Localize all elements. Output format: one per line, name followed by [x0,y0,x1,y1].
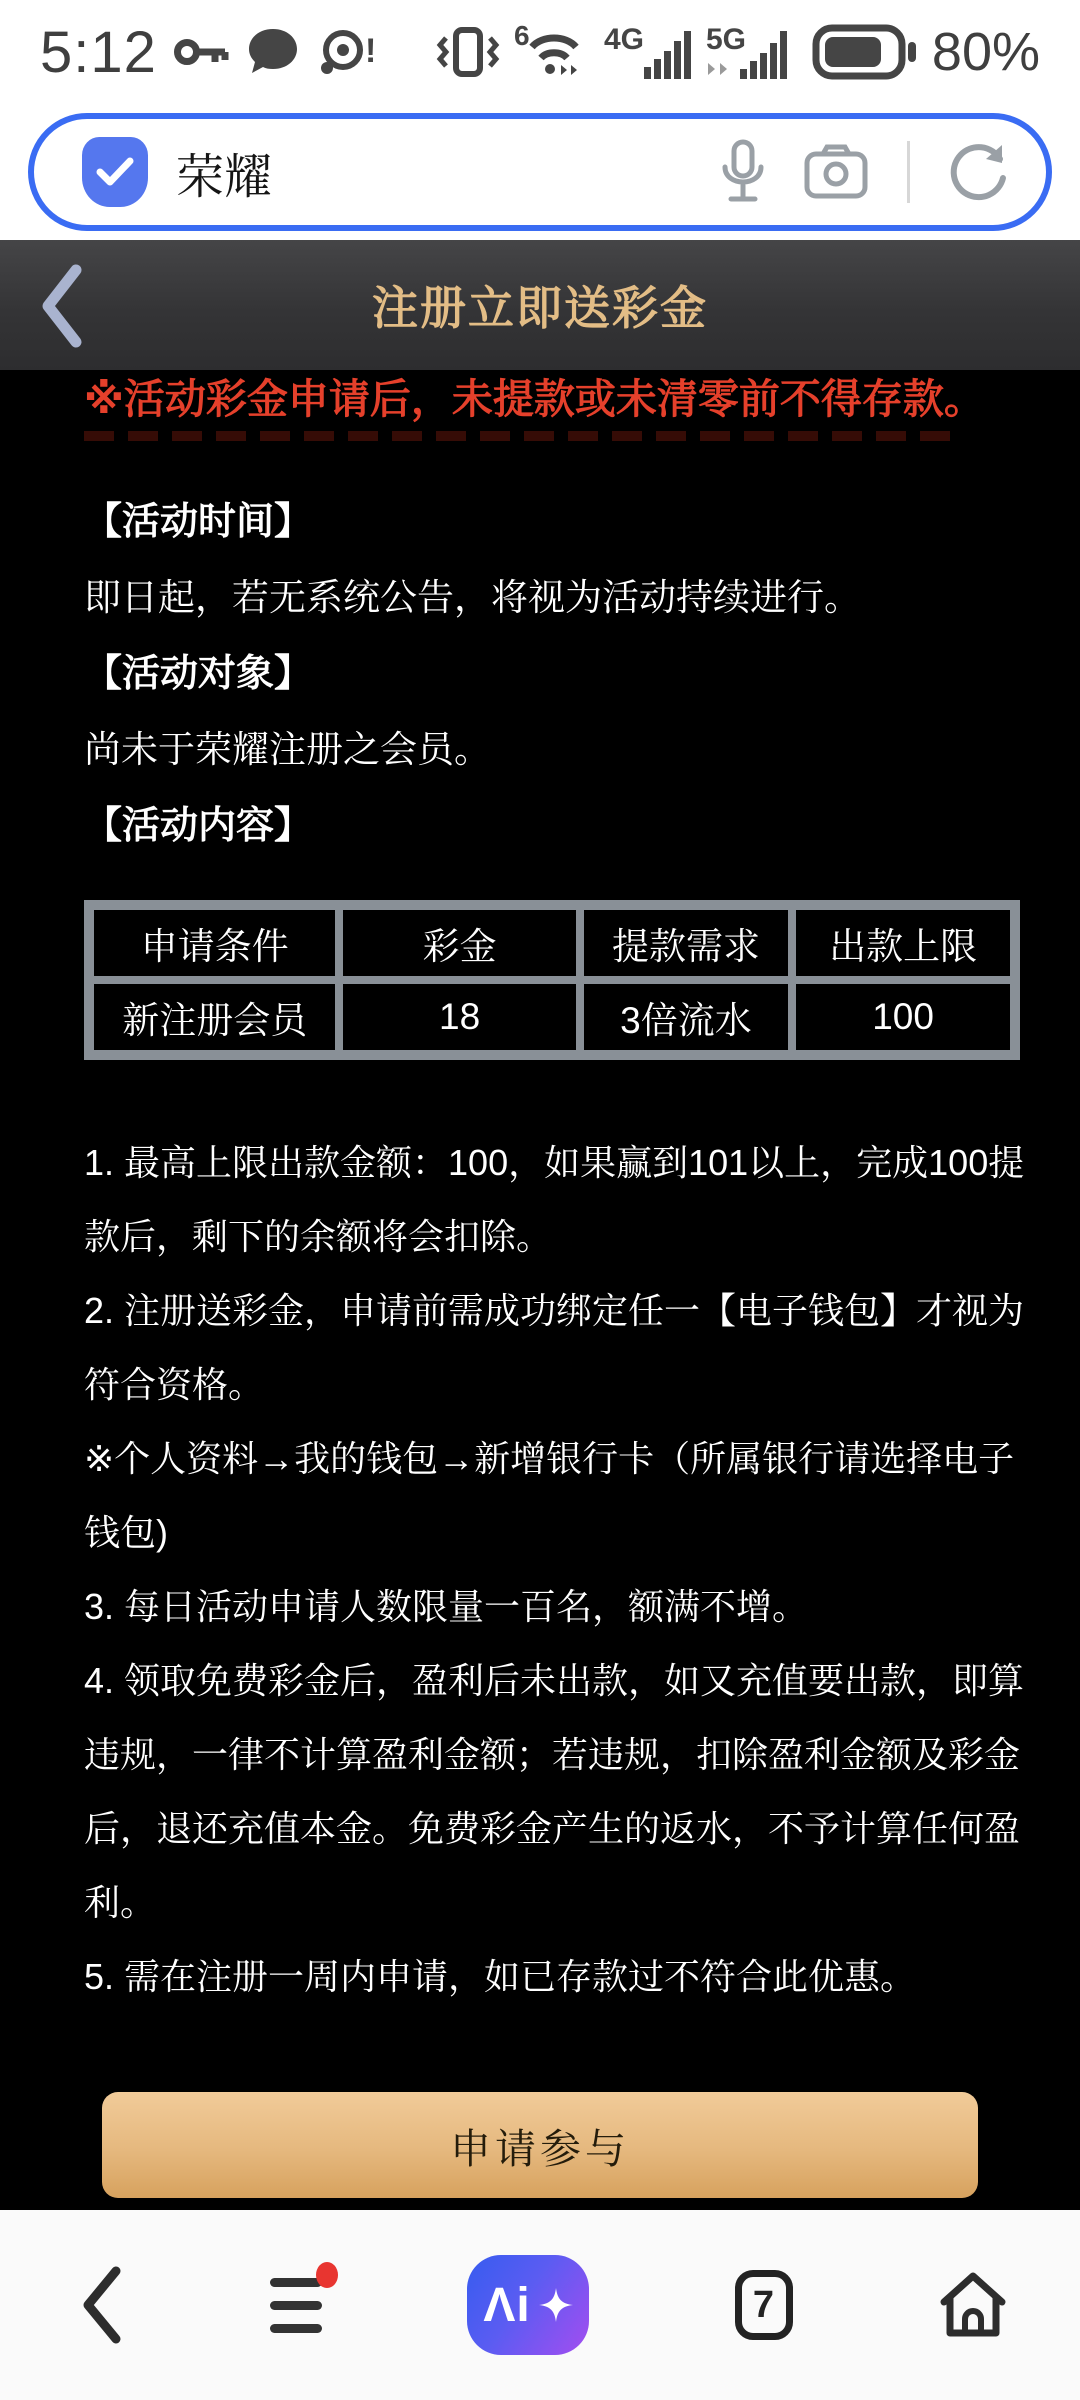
wifi-generation-label: 6 [513,23,530,51]
camera-icon[interactable] [803,144,869,200]
rule-line: 钱包) [84,1512,168,1553]
4g-signal-icon [604,23,692,81]
clock: 5:12 [40,19,157,85]
battery-icon [812,24,918,80]
rule-line: 后，退还充值本金。免费彩金产生的返水，不予计算任何盈 [84,1808,1021,1849]
rule-line: 违规，一律不计算盈利金额；若违规，扣除盈利金额及彩金 [84,1734,1021,1775]
browser-bottom-nav [0,2210,1080,2400]
status-bar-left [40,19,377,86]
rule-line: 1. 最高上限出款金额：100，如果赢到101以上，完成100提 [84,1142,1025,1183]
promo-content [0,370,1080,2210]
app-header [0,240,1080,370]
section-heading: 【活动对象】 [84,653,313,695]
rule-line: 利。 [84,1882,157,1923]
rule-line: 3. 每日活动申请人数限量一百名，额满不增。 [84,1586,809,1627]
search-bar-icons [721,139,1010,205]
promo-table [84,900,1020,1060]
promo-rules [84,1126,1080,2014]
nav-back-button[interactable] [80,2265,124,2345]
menu-icon [270,2278,322,2287]
tab-count: 7 [752,2283,775,2326]
warning-text: ※活动彩金申请后，未提款或未清零前不得存款。 [84,376,985,422]
vibrate-icon [436,24,500,80]
table-header-cell: 提款需求 [580,906,793,980]
network-4g-label: 4G [603,23,644,56]
table-cell: 18 [339,980,579,1054]
section-heading: 【活动内容】 [84,805,313,847]
back-chevron-icon [80,2265,124,2345]
table-header-cell: 彩金 [339,906,579,980]
top-zone [0,0,1080,240]
key-icon [173,30,231,74]
paragraph-line: 尚未于荣耀注册之会员。 [84,729,491,770]
back-chevron-icon[interactable] [38,264,84,348]
search-bar[interactable] [28,113,1052,231]
nav-menu-button[interactable] [270,2278,322,2333]
table-cell: 100 [792,980,1014,1054]
search-query[interactable]: 荣耀 [176,150,273,204]
screen-record-icon [315,26,377,78]
table-header-row [90,906,1014,980]
rule-line: 5. 需在注册一周内申请，如已存款过不符合此优惠。 [84,1956,917,1997]
ai-logo: Λi [483,2278,531,2332]
mic-icon[interactable] [721,139,765,205]
verified-badge-icon [82,137,148,207]
tab-counter[interactable] [735,2270,793,2340]
battery-percent: 80% [931,22,1040,82]
paragraph-line: 即日起，若无系统公告，将视为活动持续进行。 [84,577,861,618]
svg-text:!: ! [364,32,377,70]
table-row [90,980,1014,1054]
rule-line: 2. 注册送彩金，申请前需成功绑定任一【电子钱包】才视为 [84,1290,1025,1331]
wifi6-icon [514,23,590,81]
notification-dot [316,2262,338,2288]
rule-line: ※个人资料→我的钱包→新增银行卡（所属银行请选择电子 [84,1438,1015,1479]
home-icon [938,2271,1008,2339]
table-header-cell: 出款上限 [792,906,1014,980]
ai-assistant-button[interactable] [467,2255,589,2355]
status-bar-right [436,21,1040,83]
status-bar [0,10,1080,94]
page-title: 注册立即送彩金 [372,282,708,334]
5g-signal-icon [706,23,798,81]
sparkle-icon [539,2288,573,2322]
rule-line: 4. 领取免费彩金后，盈利后未出款，如又充值要出款，即算 [84,1660,1025,1701]
nav-home-button[interactable] [938,2271,1008,2339]
apply-button[interactable]: 申请参与 [102,2092,978,2198]
clipped-text-line [84,431,954,441]
promo-sections [84,484,1080,864]
refresh-icon[interactable] [948,141,1010,203]
chat-bubble-icon [247,27,299,77]
rule-line: 款后，剩下的余额将会扣除。 [84,1216,553,1257]
rule-line: 符合资格。 [84,1364,265,1405]
table-cell: 3倍流水 [580,980,793,1054]
table-cell: 新注册会员 [90,980,339,1054]
network-5g-label: 5G [705,23,746,56]
section-heading: 【活动时间】 [84,501,313,543]
divider [907,141,910,203]
table-header-cell: 申请条件 [90,906,339,980]
